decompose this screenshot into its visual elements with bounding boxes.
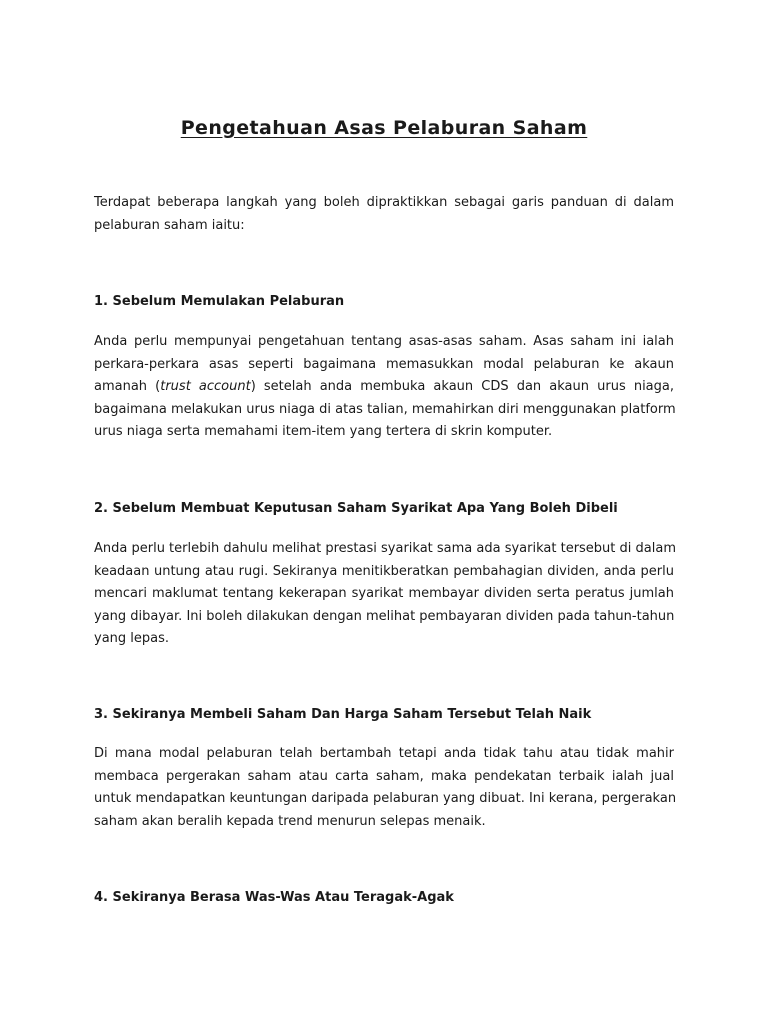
text-run: ) setelah anda membuka akaun CDS dan akaun urus niaga,: [250, 379, 674, 395]
paragraph-line: mencari maklumat tentang kekerapan syarikat membayar dividen serta peratus jumlah: [94, 586, 674, 602]
section-1-heading: 1. Sebelum Memulakan Pelaburan: [94, 294, 345, 309]
paragraph-line: Anda perlu mempunyai pengetahuan tentang asas-asas saham. Asas saham ini ialah: [94, 334, 674, 349]
section-4-heading: 4. Sekiranya Berasa Was-Was Atau Teragak-Agak: [94, 890, 454, 905]
paragraph-line: perkara-perkara asas seperti bagaimana memasukkan modal pelaburan ke akaun: [94, 356, 674, 372]
text-run: amanah (: [94, 379, 161, 395]
section-3-heading: 3. Sekiranya Membeli Saham Dan Harga Saham Tersebut Telah Naik: [94, 707, 592, 722]
intro-paragraph: [94, 192, 674, 237]
section-2-paragraph: [94, 538, 674, 651]
paragraph-line: [94, 376, 674, 399]
paragraph-line: yang dibayar. Ini boleh dilakukan dengan melihat pembayaran dividen pada tahun-tahun: [94, 608, 675, 624]
paragraph-line: bagaimana melakukan urus niaga di atas talian, memahirkan diri menggunakan platform: [94, 401, 676, 417]
paragraph-line: Anda perlu terlebih dahulu melihat prestasi syarikat sama ada syarikat tersebut di dalam: [94, 541, 676, 556]
section-3-paragraph: [94, 743, 677, 833]
paragraph-line: keadaan untung atau rugi. Sekiranya menitikberatkan pembahagian dividen, anda perlu: [94, 563, 674, 579]
intro-line: Terdapat beberapa langkah yang boleh dipraktikkan sebagai garis panduan di dalam: [94, 195, 674, 210]
section-2-heading: 2. Sebelum Membuat Keputusan Saham Syarikat Apa Yang Boleh Dibeli: [94, 501, 618, 516]
trust-account-term: trust account: [160, 379, 251, 395]
intro-line: pelaburan saham iaitu:: [94, 217, 245, 233]
paragraph-line: yang lepas.: [94, 631, 170, 647]
paragraph-line: Di mana modal pelaburan telah bertambah tetapi anda tidak tahu atau tidak mahir: [94, 746, 674, 761]
section-1-paragraph: [94, 331, 674, 444]
paragraph-line: membaca pergerakan saham atau carta saham, maka pendekatan terbaik ialah jual: [94, 768, 674, 784]
paragraph-line: saham akan beralih kepada trend menurun selepas menaik.: [94, 813, 486, 829]
paragraph-line: urus niaga serta memahami item-item yang tertera di skrin komputer.: [94, 424, 553, 440]
paragraph-line: untuk mendapatkan keuntungan daripada pelaburan yang dibuat. Ini kerana, pergerakan: [94, 791, 677, 807]
document-title: Pengetahuan Asas Pelaburan Saham: [180, 116, 588, 139]
